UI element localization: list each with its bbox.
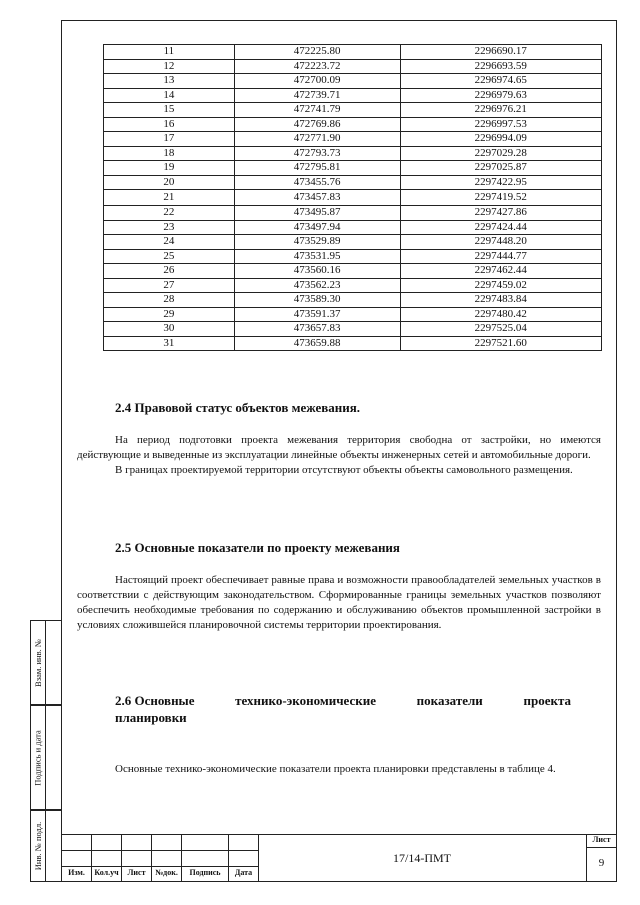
point-number-cell: 23 [104, 220, 235, 235]
x-coordinate-cell: 472700.09 [234, 74, 400, 89]
x-coordinate-cell: 472795.81 [234, 161, 400, 176]
stamp-label-izm: Изм. [68, 868, 85, 877]
y-coordinate-cell: 2296693.59 [400, 59, 601, 74]
y-coordinate-cell: 2297483.84 [400, 293, 601, 308]
x-coordinate-cell: 472223.72 [234, 59, 400, 74]
point-number-cell: 15 [104, 103, 235, 118]
x-coordinate-cell: 473531.95 [234, 249, 400, 264]
y-coordinate-cell: 2297521.60 [400, 336, 601, 351]
x-coordinate-cell: 473455.76 [234, 175, 400, 190]
x-coordinate-cell: 473457.83 [234, 190, 400, 206]
y-coordinate-cell: 2296690.17 [400, 45, 601, 60]
point-number-cell: 12 [104, 59, 235, 74]
point-number-cell: 20 [104, 175, 235, 190]
table-row [104, 45, 602, 60]
point-number-cell: 16 [104, 117, 235, 132]
y-coordinate-cell: 2297462.44 [400, 264, 601, 279]
table-row [104, 103, 602, 118]
y-coordinate-cell: 2296979.63 [400, 88, 601, 103]
table-row [104, 88, 602, 103]
table-row [104, 117, 602, 132]
table-row [104, 74, 602, 89]
y-coordinate-cell: 2297419.52 [400, 190, 601, 206]
section-2-6-body [77, 762, 601, 777]
x-coordinate-cell: 472793.73 [234, 146, 400, 161]
y-coordinate-cell: 2297525.04 [400, 322, 601, 337]
section-2-6-title-word: технико-экономические [235, 693, 376, 708]
x-coordinate-cell: 472225.80 [234, 45, 400, 60]
section-2-5-body [77, 573, 601, 633]
point-number-cell: 24 [104, 235, 235, 250]
y-coordinate-cell: 2297029.28 [400, 146, 601, 161]
x-coordinate-cell: 473529.89 [234, 235, 400, 250]
x-coordinate-cell: 473589.30 [234, 293, 400, 308]
side-block-vzam [30, 620, 61, 705]
point-number-cell: 13 [104, 74, 235, 89]
point-number-cell: 25 [104, 249, 235, 264]
x-coordinate-cell: 472769.86 [234, 117, 400, 132]
side-label-podpis: Подпись и дата [33, 729, 44, 786]
y-coordinate-cell: 2296994.09 [400, 132, 601, 147]
x-coordinate-cell: 473591.37 [234, 307, 400, 322]
point-number-cell: 21 [104, 190, 235, 206]
side-block-podpis [30, 705, 61, 810]
stamp-label-podpis: Подпись [189, 868, 221, 877]
point-number-cell: 18 [104, 146, 235, 161]
table-row [104, 249, 602, 264]
table-row [104, 264, 602, 279]
table-row [104, 293, 602, 308]
section-2-4-paragraph-2: В границах проектируемой территории отсутствуют объекты объекты самовольного размещения. [115, 464, 573, 476]
x-coordinate-cell: 472741.79 [234, 103, 400, 118]
stamp-label-data: Дата [234, 868, 253, 877]
side-label-vzam: Взам. инв. № [33, 638, 43, 687]
x-coordinate-cell: 472771.90 [234, 132, 400, 147]
y-coordinate-cell: 2296976.21 [400, 103, 601, 118]
x-coordinate-cell: 473562.23 [234, 278, 400, 293]
stamp-label-list: Лист [127, 868, 146, 877]
section-2-6-title [115, 692, 571, 726]
table-row [104, 336, 602, 351]
x-coordinate-cell: 473659.88 [234, 336, 400, 351]
section-2-5-paragraph-1: Настоящий проект обеспечивает равные права и возможности правообладателей земельных участков в соответствии с действующим законодательством. Сформированные границы земельных участков позволяют обеспечить необходимые требования по содержанию и обслуживанию объектов промышленной застройки в условиях сложившейся планировочной системы территории проектирования. [77, 574, 601, 631]
table-row [104, 59, 602, 74]
stamp-label-ndok: №док. [155, 868, 178, 877]
point-number-cell: 28 [104, 293, 235, 308]
table-row [104, 132, 602, 147]
y-coordinate-cell: 2297424.44 [400, 220, 601, 235]
point-number-cell: 17 [104, 132, 235, 147]
table-row [104, 307, 602, 322]
section-2-6-title-line2: планировки [115, 710, 187, 725]
point-number-cell: 31 [104, 336, 235, 351]
section-2-6-title-word: показатели [416, 693, 483, 708]
table-row [104, 161, 602, 176]
y-coordinate-cell: 2297448.20 [400, 235, 601, 250]
x-coordinate-cell: 473657.83 [234, 322, 400, 337]
point-number-cell: 22 [104, 206, 235, 221]
section-2-6-paragraph-1: Основные технико-экономические показатели проекта планировки представлены в таблице 4. [115, 763, 556, 775]
section-2-6-title-word: проекта [523, 693, 571, 708]
table-row [104, 175, 602, 190]
side-block-inv [30, 810, 61, 882]
section-2-6-title-word: 2.6 Основные [115, 693, 195, 708]
table-row [104, 146, 602, 161]
y-coordinate-cell: 2297427.86 [400, 206, 601, 221]
y-coordinate-cell: 2297480.42 [400, 307, 601, 322]
section-2-4-body [77, 433, 601, 478]
table-row [104, 190, 602, 206]
y-coordinate-cell: 2297422.95 [400, 175, 601, 190]
table-row [104, 322, 602, 337]
y-coordinate-cell: 2297025.87 [400, 161, 601, 176]
point-number-cell: 30 [104, 322, 235, 337]
stamp-label-kol: Кол.уч [94, 868, 119, 877]
sheet-number: 9 [598, 857, 605, 869]
table-row [104, 206, 602, 221]
y-coordinate-cell: 2296997.53 [400, 117, 601, 132]
section-2-4-title: 2.4 Правовой статус объектов межевания. [115, 400, 361, 415]
point-number-cell: 11 [104, 45, 235, 60]
document-code: 17/14-ПМТ [393, 850, 451, 865]
point-number-cell: 19 [104, 161, 235, 176]
table-row [104, 278, 602, 293]
section-2-5-title: 2.5 Основные показатели по проекту межевания [115, 540, 400, 555]
table-row [104, 220, 602, 235]
stamp-label-sheet: Лист [592, 835, 611, 844]
point-number-cell: 27 [104, 278, 235, 293]
point-number-cell: 26 [104, 264, 235, 279]
point-number-cell: 29 [104, 307, 235, 322]
x-coordinate-cell: 473495.87 [234, 206, 400, 221]
x-coordinate-cell: 472739.71 [234, 88, 400, 103]
y-coordinate-cell: 2297459.02 [400, 278, 601, 293]
side-label-inv: Инв. № подл. [33, 821, 43, 871]
y-coordinate-cell: 2296974.65 [400, 74, 601, 89]
point-number-cell: 14 [104, 88, 235, 103]
table-row [104, 235, 602, 250]
section-2-4-paragraph-1: На период подготовки проекта межевания территория свободна от застройки, но имеются действующие и выведенные из эксплуатации линейные объекты инженерных сетей и автомобильные дороги. [77, 434, 601, 461]
x-coordinate-cell: 473497.94 [234, 220, 400, 235]
y-coordinate-cell: 2297444.77 [400, 249, 601, 264]
coordinates-table [103, 44, 602, 351]
x-coordinate-cell: 473560.16 [234, 264, 400, 279]
